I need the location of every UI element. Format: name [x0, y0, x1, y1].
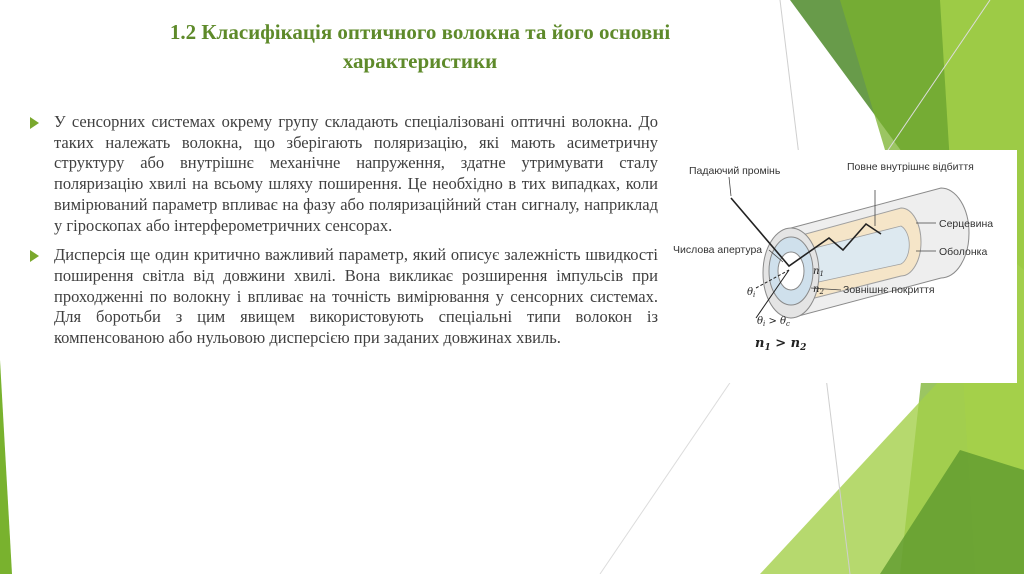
label-incident-ray: Падаючий промінь	[689, 165, 781, 177]
symbol-n2: $n_2$	[813, 284, 824, 296]
label-core: Серцевина	[939, 218, 994, 230]
optical-fiber-figure	[661, 150, 1017, 383]
label-coating: Зовнішнє покриття	[843, 284, 935, 296]
bullet-text: Дисперсія ще один критично важливий параметр, який описує залежність швидкості поширення світла від довжини хвилі. Вона викликає розширення імпульсів при проходженні по волокну і впливає на точність вимірювання у сенсорних системах. Для боротьби з цим явищем використовують спеціальні типи волокон із компенсованою або нульовою дисперсією при заданих довжинах хвиль.	[54, 245, 658, 348]
slide-title: 1.2 Класифікація оптичного волокна та його основні характеристики	[169, 20, 671, 73]
bullet-item	[30, 245, 658, 349]
symbol-n1: $n_1$	[813, 266, 824, 278]
triangle-bullet-icon	[30, 250, 39, 262]
label-numerical-aperture: Числова апертура	[673, 244, 763, 256]
condition-theta: $\theta_i > \theta_c$	[757, 316, 790, 328]
bullet-item	[30, 112, 658, 236]
label-cladding: Оболонка	[939, 246, 988, 258]
bg-left-sliver	[0, 360, 12, 574]
triangle-bullet-icon	[30, 117, 39, 129]
relation-n1-n2: $n_1 > n_2$	[755, 336, 807, 353]
bullet-text: У сенсорних системах окрему групу складають спеціалізовані оптичні волокна. До таких належать волокна, що зберігають поляризацію, які мають асиметричну структуру або внутрішнє механічне напруження, здатне утримувати сталу поляризацію хвилі на всьому шляху поширення. Це необхідно в тих випадках, коли вимірюваний параметр впливає на фазу або поляризаційний стан сигналу, наприклад у гіроскопах або інтерферометричних сенсорах.	[54, 112, 658, 235]
bullet-list	[30, 112, 658, 358]
symbol-theta-i: $\theta_i$	[747, 287, 756, 299]
leader-line	[729, 177, 731, 196]
label-total-reflection: Повне внутрішнє відбиття	[847, 161, 974, 173]
optical-fiber-diagram	[661, 150, 1017, 383]
